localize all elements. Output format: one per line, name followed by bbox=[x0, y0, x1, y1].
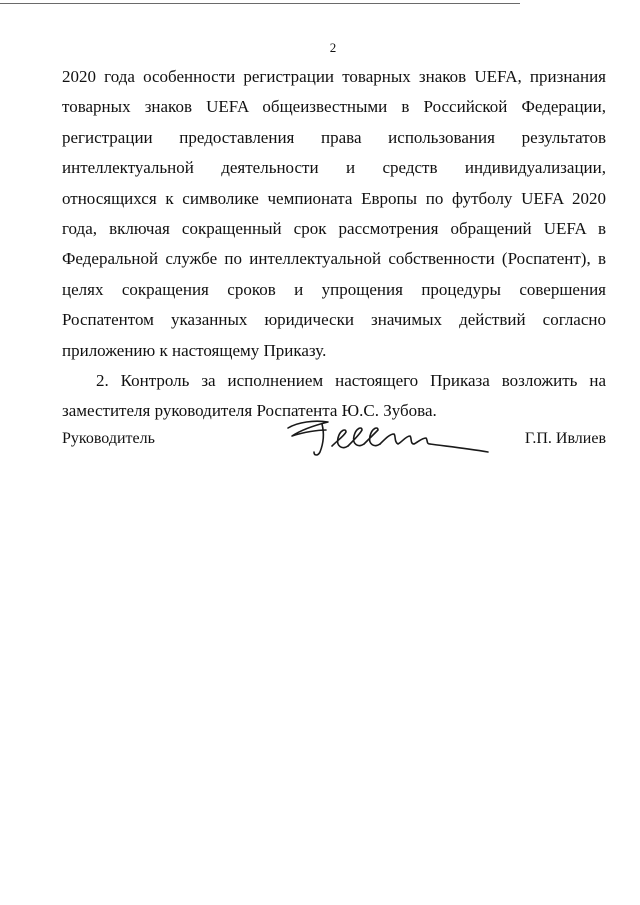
signature-block bbox=[62, 418, 606, 468]
signatory-title: Руководитель bbox=[62, 430, 155, 447]
top-border-line bbox=[0, 3, 520, 4]
paragraph-control-clause: 2. Контроль за исполнением настоящего Приказа возложить на заместителя руководителя Роспатента Ю.С. Зубова. bbox=[62, 371, 606, 421]
document-body bbox=[62, 62, 606, 427]
signatory-name: Г.П. Ивлиев bbox=[524, 430, 606, 447]
paragraph-continuation: 2020 года особенности регистрации товарных знаков UEFA, признания товарных знаков UEFA общеизвестными в Российской Федерации, регистрации предоставления права использования результатов интеллектуальной деятельности и средств индивидуализации, относящихся к символике чемпионата Европы по футболу UEFA 2020 года, включая сокращенный срок рассмотрения обращений UEFA в Федеральной службе по интеллектуальной собственности (Роспатент), в целях сокращения сроков и упрощения процедуры совершения Роспатентом указанных юридически значимых действий согласно приложению к настоящему Приказу. bbox=[62, 67, 606, 360]
page-number: 2 bbox=[329, 40, 337, 55]
handwritten-signature-icon bbox=[284, 418, 504, 466]
